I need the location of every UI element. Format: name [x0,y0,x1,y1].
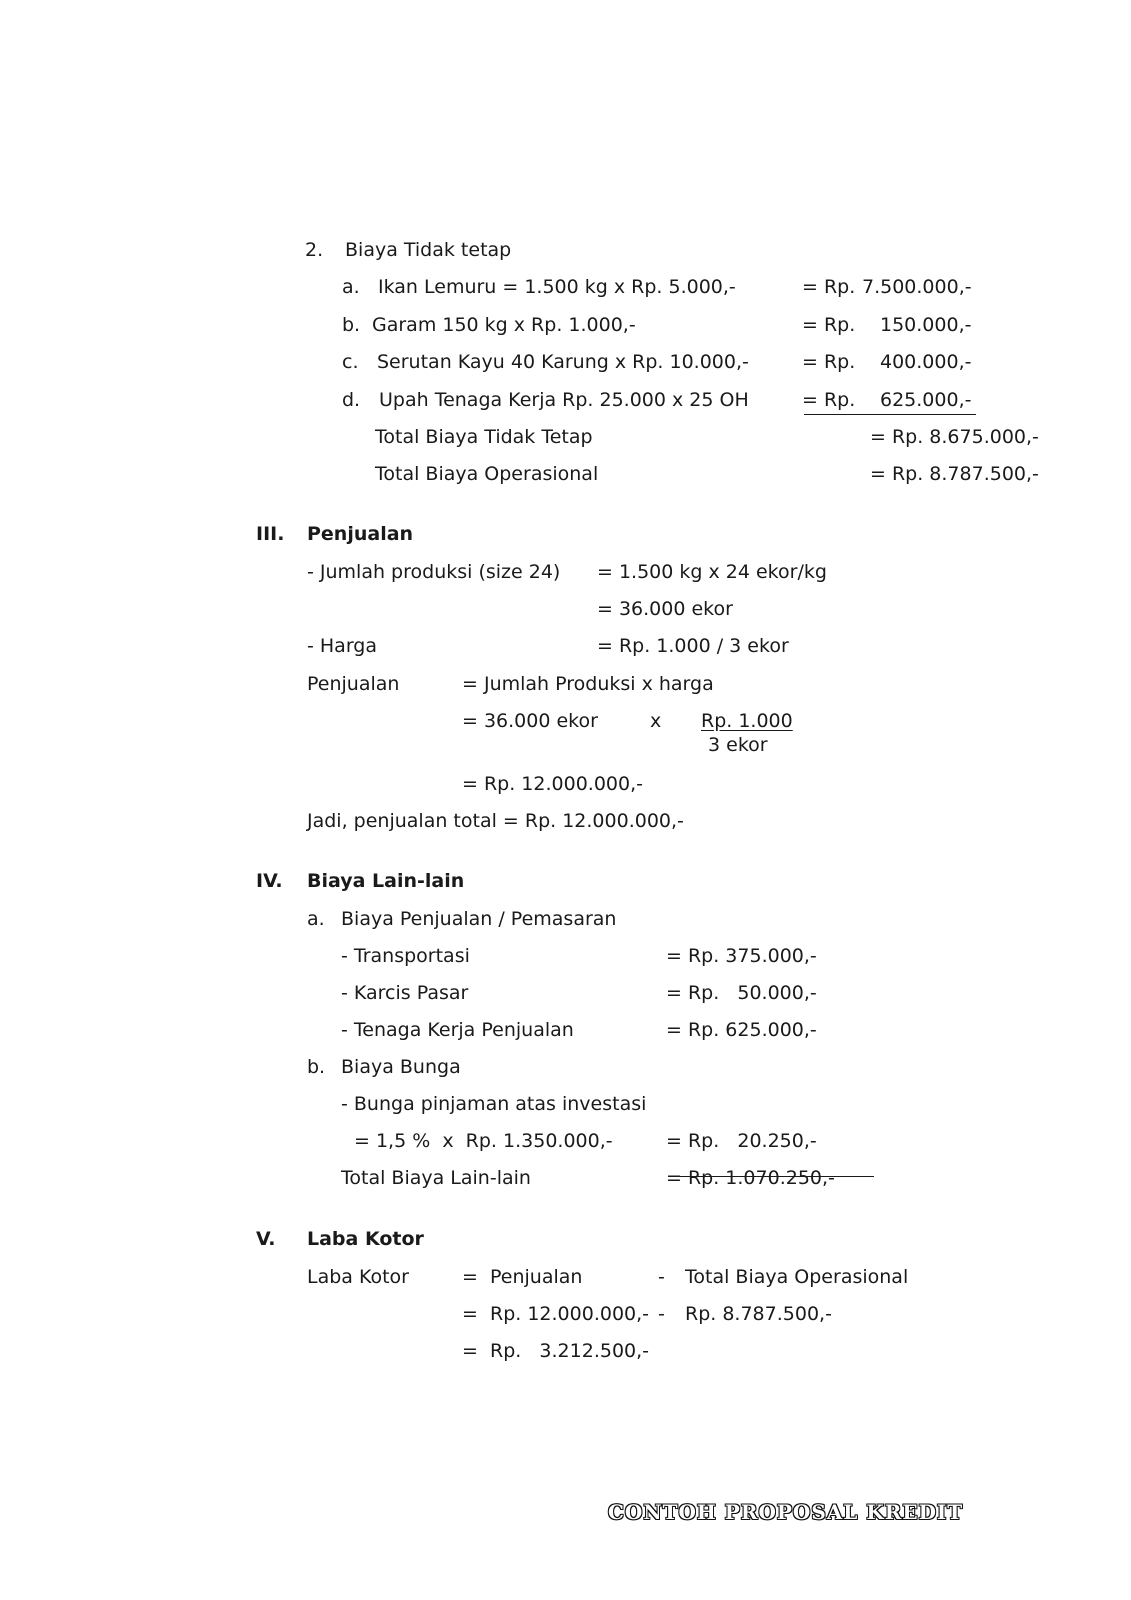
section-number: V. [256,1228,276,1250]
item-equals: = Rp. [802,389,856,411]
row-value: = Rp. 375.000,- [666,945,817,967]
conclusion: Jadi, penjualan total = Rp. 12.000.000,- [307,810,684,832]
row-label: = 1,5 % x Rp. 1.350.000,- [354,1130,613,1152]
subsection-title: Biaya Penjualan / Pemasaran [341,908,617,930]
row-value: = Rp. 20.250,- [666,1130,817,1152]
section-title: Biaya Lain-lain [307,870,465,892]
formula: Rp. 12.000.000,- [490,1303,650,1325]
fraction-numerator: Rp. 1.000 [701,710,793,732]
total-label: Total Biaya Lain-lain [341,1167,531,1189]
section-number: 2. [305,239,324,261]
total-value: = Rp. 8.787.500,- [870,463,1039,485]
row-label: - Bunga pinjaman atas investasi [341,1093,647,1115]
item-letter: a. [342,276,360,298]
section-title: Penjualan [307,523,414,545]
item-amount: 400.000,- [880,351,972,373]
item-description: Garam 150 kg x Rp. 1.000,- [372,314,636,336]
fraction-denominator: 3 ekor [708,734,768,756]
formula: = Rp. 12.000.000,- [462,773,643,795]
row-value: = Rp. 50.000,- [666,982,817,1004]
equals-sign: = [462,1340,478,1362]
item-amount: 7.500.000,- [862,276,972,298]
item-description: Upah Tenaga Kerja Rp. 25.000 x 25 OH [379,389,749,411]
section-title: Biaya Tidak tetap [345,239,512,261]
subsection-title: Biaya Bunga [341,1056,461,1078]
row-value: = Rp. 625.000,- [666,1019,817,1041]
item-letter: b. [307,1056,326,1078]
row-label: Laba Kotor [307,1266,409,1288]
section-title: Laba Kotor [307,1228,424,1250]
formula: Penjualan [490,1266,583,1288]
item-description: Serutan Kayu 40 Karung x Rp. 10.000,- [377,351,749,373]
total-value: = Rp. 8.675.000,- [870,426,1039,448]
formula: Rp. 8.787.500,- [685,1303,832,1325]
row-label: - Harga [307,635,378,657]
item-amount: 625.000,- [880,389,972,411]
item-letter: c. [342,351,359,373]
row-value: = Rp. 1.000 / 3 ekor [597,635,789,657]
total-label: Total Biaya Tidak Tetap [375,426,593,448]
subtotal-rule [804,414,976,415]
row-label: - Jumlah produksi (size 24) [307,561,561,583]
item-letter: d. [342,389,361,411]
row-label: Penjualan [307,673,400,695]
item-amount: 150.000,- [880,314,972,336]
multiply-sign: x [650,710,662,732]
minus-sign: - [658,1303,665,1325]
row-label: - Tenaga Kerja Penjualan [341,1019,574,1041]
formula: Total Biaya Operasional [685,1266,909,1288]
item-letter: a. [307,908,325,930]
total-value: = Rp. 1.070.250,- [666,1167,835,1189]
item-equals: = Rp. [802,276,856,298]
formula: = Jumlah Produksi x harga [462,673,714,695]
row-value: = 36.000 ekor [597,598,733,620]
footer-title: CONTOH PROPOSAL KREDIT [608,1500,964,1524]
item-description: Ikan Lemuru = 1.500 kg x Rp. 5.000,- [378,276,736,298]
row-label: - Karcis Pasar [341,982,469,1004]
result: Rp. 3.212.500,- [490,1340,650,1362]
minus-sign: - [658,1266,665,1288]
total-label: Total Biaya Operasional [375,463,599,485]
equals-sign: = [462,1303,478,1325]
row-value: = 1.500 kg x 24 ekor/kg [597,561,827,583]
section-number: IV. [256,870,283,892]
item-equals: = Rp. [802,314,856,336]
equals-sign: = [462,1266,478,1288]
section-number: III. [256,523,285,545]
item-equals: = Rp. [802,351,856,373]
formula: = 36.000 ekor [462,710,598,732]
row-label: - Transportasi [341,945,470,967]
item-letter: b. [342,314,361,336]
